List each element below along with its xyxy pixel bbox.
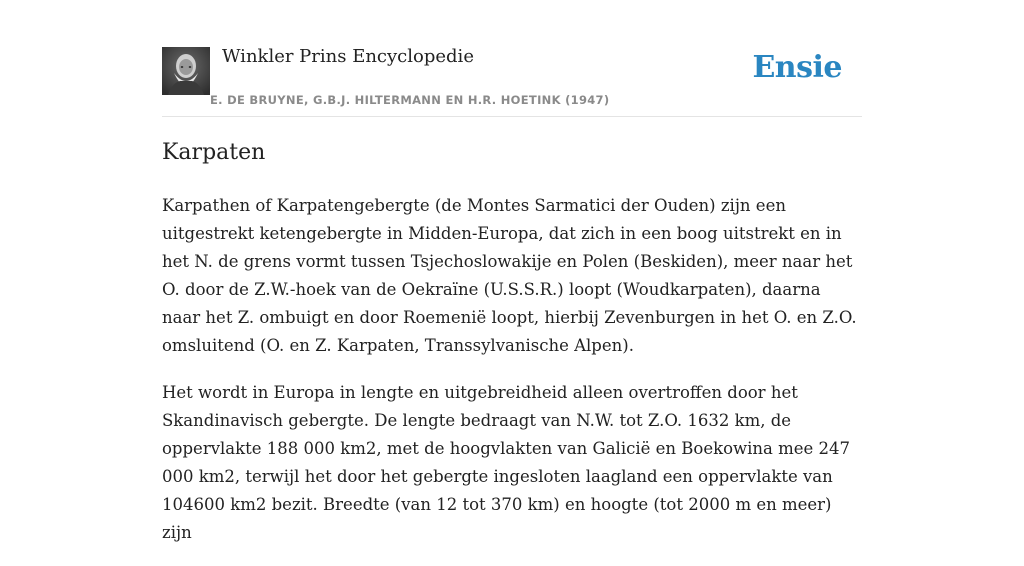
authors-line: E. DE BRUYNE, G.B.J. HILTERMANN EN H.R. HOETINK (1947) <box>210 93 610 107</box>
paragraph: Het wordt in Europa in lengte en uitgebreidheid alleen overtroffen door het Skandinavisch gebergte. De lengte bedraagt van N.W. tot Z.O. 1632 km, de oppervlakte 188 000 km2, met de hoogvlakten van Galicië en Boekowina mee 247 000 km2, terwijl het door het gebergte ingesloten laagland een oppervlakte van 104600 km2 bezit. Breedte (van 12 tot 370 km) en hoogte (tot 2000 m en meer) zijn <box>162 383 851 542</box>
ensie-logo[interactable]: Ensie <box>752 50 842 85</box>
article-title: Karpaten <box>162 140 266 165</box>
author-avatar[interactable] <box>162 47 210 95</box>
header <box>162 46 862 117</box>
article-body <box>162 192 862 566</box>
source-title[interactable]: Winkler Prins Encyclopedie <box>222 46 474 67</box>
paragraph: Karpathen of Karpatengebergte (de Montes Sarmatici der Ouden) zijn een uitgestrekt ketengebergte in Midden-Europa, dat zich in een boog uitstrekt en in het N. de grens vormt tussen Tsjechoslowakije en Polen (Beskiden), meer naar het O. door de Z.W.-hoek van de Oekraïne (U.S.S.R.) loopt (Woudkarpaten), daarna naar het Z. ombuigt en door Roemenië loopt, hierbij Zevenburgen in het O. en Z.O. omsluitend (O. en Z. Karpaten, Transsylvanische Alpen). <box>162 196 857 355</box>
portrait-image <box>162 47 210 95</box>
